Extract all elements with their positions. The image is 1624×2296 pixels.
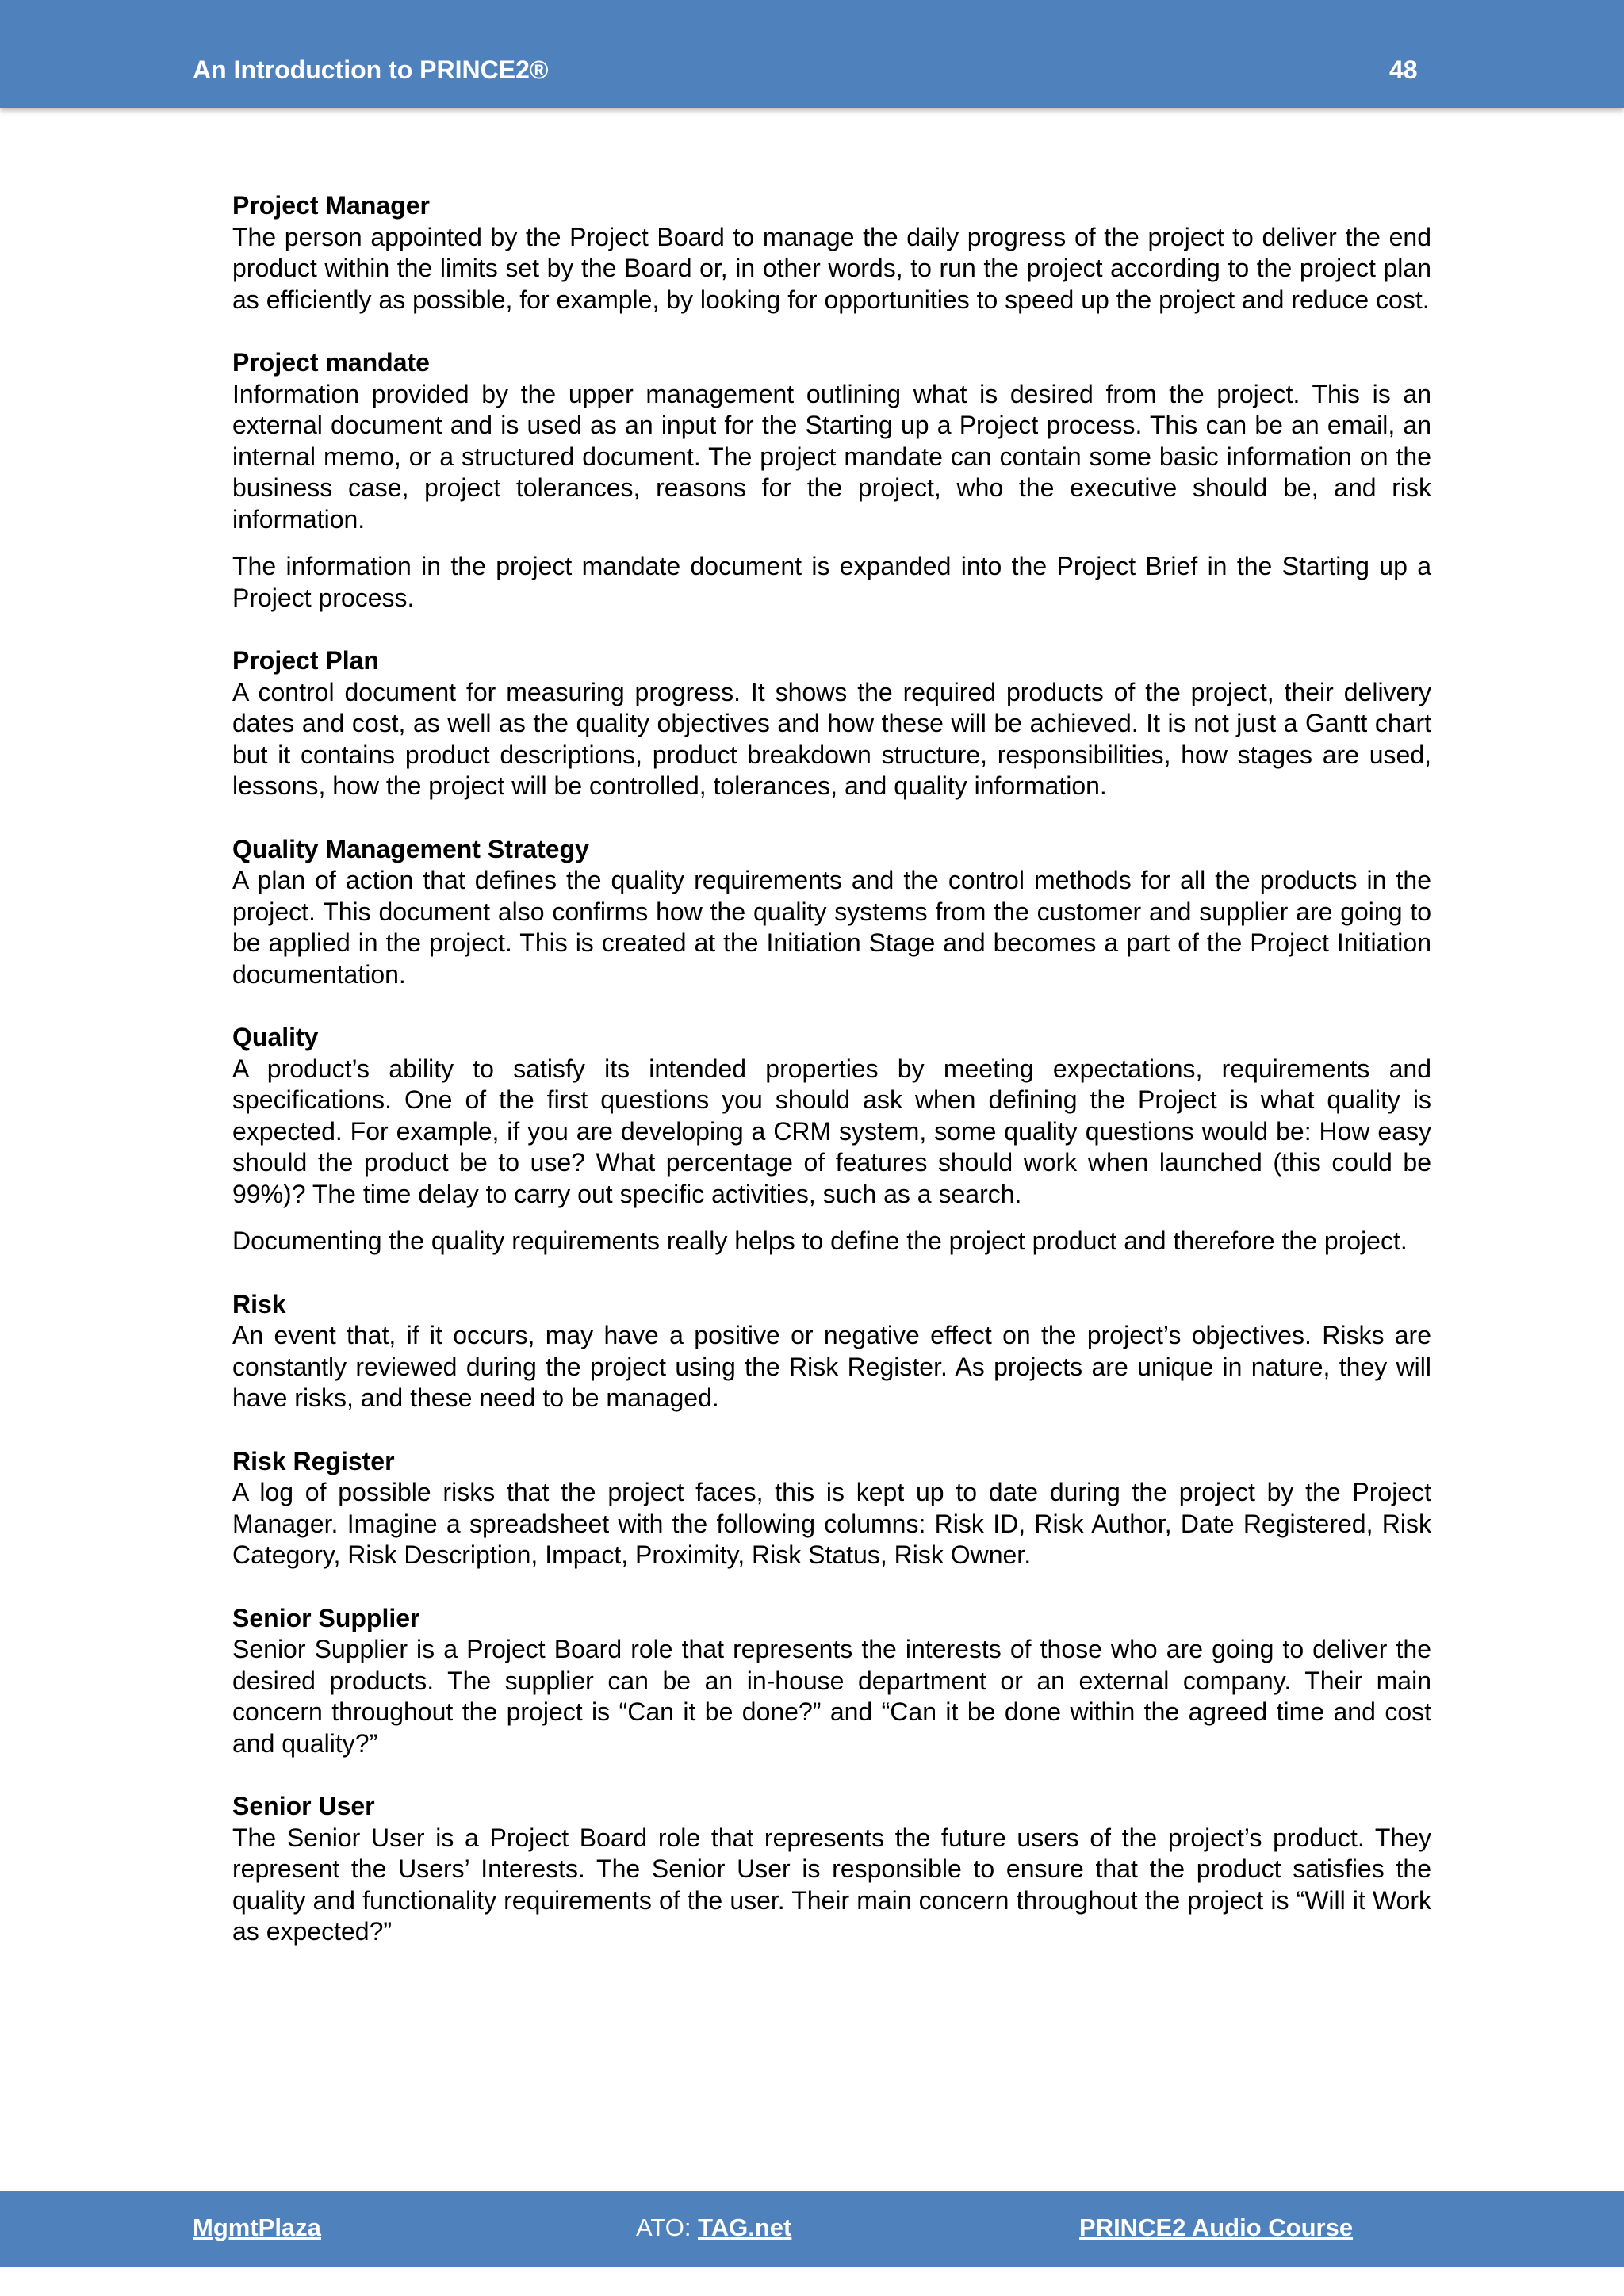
glossary-entry-project-manager <box>232 190 1431 316</box>
footer-ato <box>636 2214 791 2242</box>
glossary-definition: The person appointed by the Project Board to manage the daily progress of the project to deliver the end product within the limits set by the Board or, in other words, to run the project according to the project plan as efficiently as possible, for example, by looking for opportunities to speed up the project and reduce cost. <box>232 222 1431 314</box>
glossary-term: Quality <box>232 1023 319 1051</box>
glossary-entry-senior-supplier <box>232 1603 1431 1760</box>
glossary-entry-senior-user <box>232 1791 1431 1948</box>
glossary-definition: A product’s ability to satisfy its intended properties by meeting expectations, requirements and specifications. One of the first questions you should ask when defining the Project is what quality is expected. For example, if you are developing a CRM system, some quality questions would be: How easy should the product be to use? What percentage of features should work when launched (this could be 99%)? The time delay to carry out specific activities, such as a search. <box>232 1054 1431 1208</box>
glossary-content <box>232 190 1431 1980</box>
ato-label: ATO: <box>636 2214 699 2241</box>
mgmtplaza-link[interactable]: MgmtPlaza <box>193 2214 321 2241</box>
document-title: An Introduction to PRINCE2® <box>193 55 549 84</box>
glossary-entry-project-plan <box>232 645 1431 802</box>
glossary-entry-risk <box>232 1289 1431 1414</box>
page-footer <box>0 2191 1624 2267</box>
footer-left <box>193 2214 321 2242</box>
glossary-definition: Senior Supplier is a Project Board role that represents the interests of those who are going to deliver the desired products. The supplier can be an in-house department or an external company. Their main concern throughout the project is “Can it be done?” and “Can it be done within the agreed time and cost and quality?” <box>232 1635 1431 1758</box>
glossary-definition: An event that, if it occurs, may have a positive or negative effect on the project’s objectives. Risks are constantly reviewed during the project using the Risk Register. As projects are unique in nature, they will have risks, and these need to be managed. <box>232 1321 1431 1412</box>
glossary-term: Risk <box>232 1289 286 1318</box>
glossary-definition: A control document for measuring progress. It shows the required products of the project, their delivery dates and cost, as well as the quality objectives and how these will be achieved. It is not just a Gantt chart but it contains product descriptions, product breakdown structure, responsibilities, how stages are used, lessons, how the project will be controlled, tolerances, and quality information. <box>232 677 1431 800</box>
glossary-entry-risk-register <box>232 1446 1431 1571</box>
glossary-term: Senior Supplier <box>232 1603 420 1632</box>
glossary-definition: The Senior User is a Project Board role that represents the future users of the project’s product. They represent the Users’ Interests. The Senior User is responsible to ensure that the product satisfies the quality and functionality requirements of the user. Their main concern throughout the project is “Will it Work as expected?” <box>232 1823 1431 1946</box>
glossary-term: Quality Management Strategy <box>232 834 589 863</box>
glossary-definition: Information provided by the upper management outlining what is desired from the project. This is an external document and is used as an input for the Starting up a Project process. This can be an email, an internal memo, or a structured document. The project mandate can contain some basic information on the business case, project tolerances, reasons for the project, who the executive should be, and risk information. <box>232 379 1431 534</box>
glossary-term: Risk Register <box>232 1446 395 1475</box>
glossary-entry-quality <box>232 1022 1431 1257</box>
page-number: 48 <box>1389 55 1418 84</box>
glossary-definition: Documenting the quality requirements really helps to define the project product and therefore the project. <box>232 1226 1408 1255</box>
glossary-definition: A plan of action that defines the quality requirements and the control methods for all the products in the project. This document also confirms how the quality systems from the customer and supplier are going to be applied in the project. This is created at the Initiation Stage and becomes a part of the Project Initiation documentation. <box>232 866 1431 989</box>
glossary-definition: The information in the project mandate document is expanded into the Project Brief in the Starting up a Project process. <box>232 552 1431 612</box>
glossary-term: Senior User <box>232 1792 375 1820</box>
page-header <box>0 0 1624 108</box>
glossary-entry-project-mandate <box>232 347 1431 614</box>
tag-net-link[interactable]: TAG.net <box>698 2214 792 2241</box>
glossary-term: Project Manager <box>232 191 430 220</box>
glossary-term: Project Plan <box>232 646 379 675</box>
glossary-term: Project mandate <box>232 348 430 377</box>
glossary-entry-quality-management-strategy <box>232 834 1431 991</box>
footer-right <box>1079 2214 1353 2242</box>
prince2-audio-course-link[interactable]: PRINCE2 Audio Course <box>1079 2214 1354 2241</box>
glossary-definition: A log of possible risks that the project faces, this is kept up to date during the project by the Project Manager. Imagine a spreadsheet with the following columns: Risk ID, Risk Author, Date Registered, Risk Category, Risk Description, Impact, Proximity, Risk Status, Risk Owner. <box>232 1478 1431 1569</box>
